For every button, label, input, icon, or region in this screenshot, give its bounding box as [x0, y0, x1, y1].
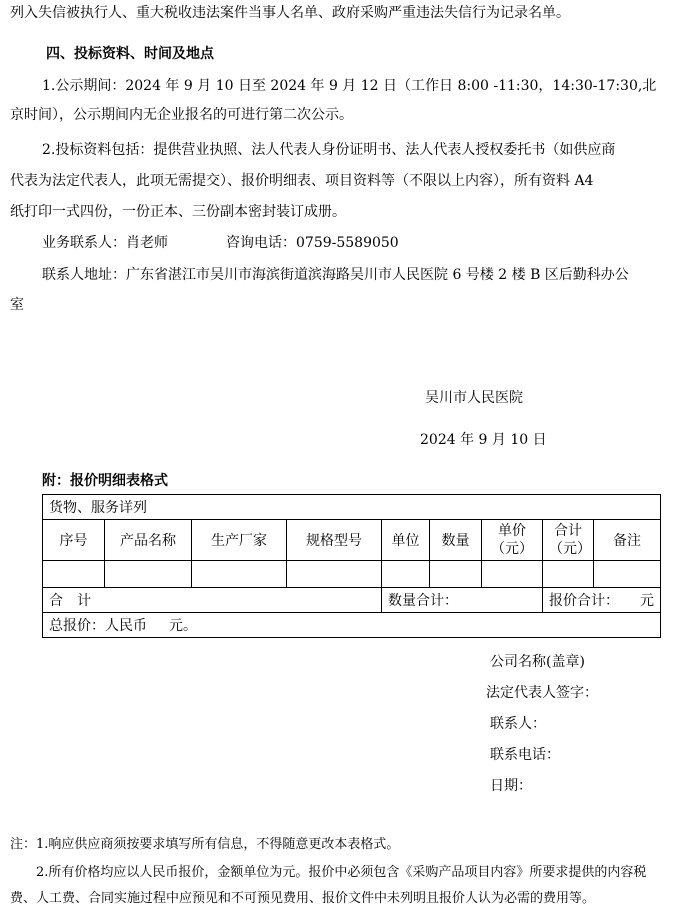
bidder-phone: 联系电话：: [490, 747, 560, 763]
bid-docs-line2: 代表为法定代表人，此项无需提交）、报价明细表、项目资料等（不限以上内容），所有资料 A4: [10, 173, 594, 189]
publicity-period-line2: 京时间），公示期间内无企业报名的可进行第二次公示。: [10, 107, 353, 123]
blank-cell: [192, 561, 287, 588]
issue-date: 2024 年 9 月 10 日: [420, 432, 547, 448]
intro-tail-text: 列入失信被执行人、重大税收违法案件当事人名单、政府采购严重违法失信行为记录名单。: [10, 5, 570, 21]
col-header-unit: 单位: [382, 520, 430, 561]
total-row: [43, 588, 661, 613]
blank-entry-row: [43, 561, 661, 588]
subtotal-label: 合计: [554, 523, 582, 539]
col-header-spec-model: 规格型号: [287, 520, 382, 561]
header-row: [43, 520, 661, 561]
quantity-total: 数量合计：: [382, 588, 543, 613]
business-contact: 业务联系人：肖老师: [42, 235, 168, 251]
price-total-label: 报价合计：: [549, 593, 619, 609]
col-header-remarks: 备注: [594, 520, 661, 561]
blank-cell: [482, 561, 543, 588]
col-header-quantity: 数量: [430, 520, 482, 561]
bid-docs-line1: 2.投标资料包括：提供营业执照、法人代表人身份证明书、法人代表人授权委托书（如供应商: [42, 142, 616, 158]
contact-address-line2: 室: [10, 297, 24, 313]
col-header-subtotal: [543, 520, 594, 561]
col-header-product-name: 产品名称: [105, 520, 192, 561]
blank-cell: [105, 561, 192, 588]
issuer-org: 吴川市人民医院: [425, 390, 523, 406]
note-1: 注：1.响应供应商须按要求填写所有信息，不得随意更改本表格式。: [10, 837, 400, 852]
contact-address-line1: 联系人地址：广东省湛江市吴川市海滨街道滨海路吴川市人民医院 6 号楼 2 楼 B 区后勤科办公: [42, 267, 629, 283]
price-total-unit: 元: [640, 593, 655, 609]
consult-phone: 咨询电话：0759-5589050: [226, 235, 399, 251]
blank-cell: [43, 561, 105, 588]
bid-docs-line3: 纸打印一式四份，一份正本、三份副本密封装订成册。: [10, 204, 346, 220]
note-2-line2: 费、人工费、合同实施过程中应预见和不可预见费用、报价文件中未列明且报价人认为必需的费用等。: [10, 891, 596, 906]
company-name-seal: 公司名称(盖章): [490, 654, 585, 670]
appendix-title: 附：报价明细表格式: [42, 473, 168, 489]
col-header-index: 序号: [43, 520, 105, 561]
col-header-unit-price: [482, 520, 543, 561]
price-total: [543, 588, 661, 613]
section-label-row: [43, 495, 661, 520]
unit-price-label: 单价: [498, 523, 526, 539]
publicity-period-line1: 1.公示期间：2024 年 9 月 10 日至 2024 年 9 月 12 日（工作日 8:00 -11:30，14:30-17:30,北: [42, 78, 657, 94]
grand-total-row: [43, 613, 661, 638]
legal-rep-signature: 法定代表人签字：: [486, 685, 598, 701]
blank-cell: [543, 561, 594, 588]
blank-cell: [382, 561, 430, 588]
blank-cell: [287, 561, 382, 588]
section4-heading: 四、投标资料、时间及地点: [46, 46, 214, 62]
subtotal-currency: （元）: [549, 541, 591, 557]
grand-total: [43, 613, 661, 638]
bidder-date: 日期：: [490, 778, 532, 794]
note-2-line1: 2.所有价格均应以人民币报价，金额单位为元。报价中必须包含《采购产品项目内容》所要求提供的内容税: [36, 865, 647, 880]
price-detail-table: [42, 494, 661, 638]
blank-cell: [430, 561, 482, 588]
bidder-contact: 联系人：: [490, 716, 546, 732]
grand-total-unit: 元。: [169, 618, 197, 634]
unit-price-currency: （元）: [491, 541, 533, 557]
total-label: 合 计: [43, 588, 382, 613]
blank-cell: [594, 561, 661, 588]
grand-total-label: 总报价：人民币: [49, 618, 147, 634]
section-label: 货物、服务详列: [43, 495, 661, 520]
col-header-manufacturer: 生产厂家: [192, 520, 287, 561]
